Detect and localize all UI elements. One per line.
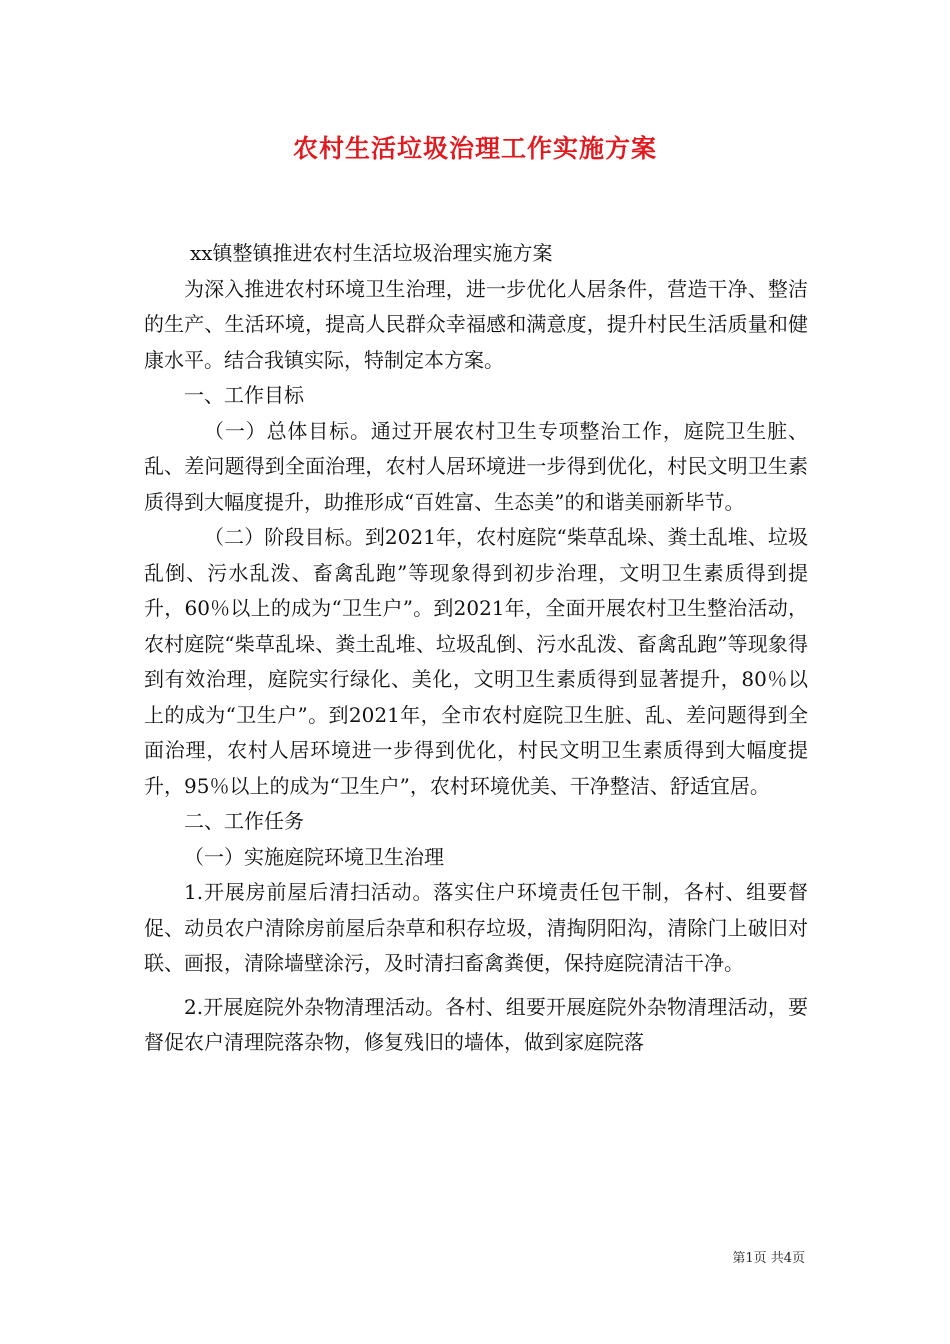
document-title: 农村生活垃圾治理工作实施方案 <box>292 134 657 163</box>
section-heading-goals: 一、工作目标 <box>184 383 304 407</box>
overall-goal-paragraph: （一）总体目标。通过开展农村卫生专项整治工作，庭院卫生脏、乱、差问题得到全面治理，农村人居环境进一步得到优化，村民文明卫生素质得到大幅度提升，助推形成“百姓富、生态美”的和谐美丽新毕节。 <box>144 418 808 514</box>
subtitle-paragraph: xx镇整镇推进农村生活垃圾治理实施方案 <box>190 241 553 265</box>
task-2-paragraph: 2.开展庭院外杂物清理活动。各村、组要开展庭院外杂物清理活动，要督促农户清理院落杂物，修复残旧的墙体，做到家庭院落 <box>144 994 808 1054</box>
subsection-heading-courtyard: （一）实施庭院环境卫生治理 <box>184 844 444 869</box>
intro-paragraph: 为深入推进农村环境卫生治理，进一步优化人居条件，营造干净、整洁的生产、生活环境，提高人民群众幸福感和满意度，提升村民生活质量和健康水平。结合我镇实际，特制定本方案。 <box>144 276 808 372</box>
section-heading-tasks: 二、工作任务 <box>184 809 304 833</box>
document-body <box>144 236 808 1061</box>
task-1-paragraph: 1.开展房前屋后清扫活动。落实住户环境责任包干制，各村、组要督促、动员农户清除房前屋后杂草和积存垃圾，清掏阴阳沟，清除门上破旧对联、画报，清除墙壁涂污，及时清扫畜禽粪便，保持庭院清洁干净。 <box>144 880 808 975</box>
page-number: 第1页 共4页 <box>732 1251 805 1266</box>
stage-goal-paragraph: （二）阶段目标。到2021年，农村庭院“柴草乱垛、粪土乱堆、垃圾乱倒、污水乱泼、畜禽乱跑”等现象得到初步治理，文明卫生素质得到提升，60％以上的成为“卫生户”。到2021年，全面开展农村卫生整治活动，农村庭院“柴草乱垛、粪土乱堆、垃圾乱倒、污水乱泼、畜禽乱跑”等现象得到有效治理，庭院实行绿化、美化，文明卫生素质得到显著提升，80％以上的成为“卫生户”。到2021年，全市农村庭院卫生脏、乱、差问题得到全面治理，农村人居环境进一步得到优化，村民文明卫生素质得到大幅度提升，95％以上的成为“卫生户”，农村环境优美、干净整洁、舒适宜居。 <box>144 525 808 798</box>
